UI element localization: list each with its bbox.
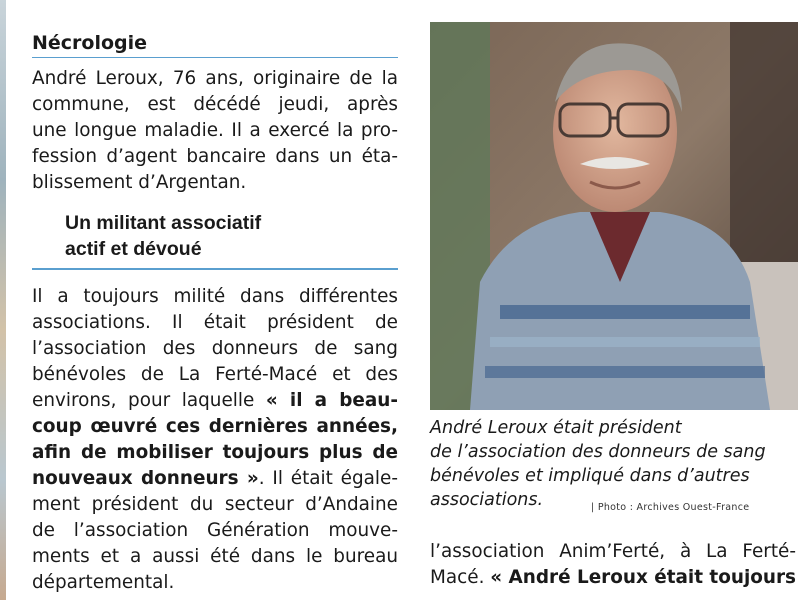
caption-line: associations. <box>430 490 544 510</box>
body-text: . Il était égale- <box>258 467 398 489</box>
quote-text: nouveaux donneurs » <box>32 467 259 489</box>
body-line <box>32 362 398 388</box>
photo-credit: | Photo : Archives Ouest-France <box>591 502 750 513</box>
continuation-text-regular: Macé. <box>430 567 491 588</box>
body-paragraph <box>32 284 398 596</box>
body-line <box>32 310 398 336</box>
intro-line: fession d’agent bancaire dans un éta- <box>32 146 398 167</box>
body-line <box>32 284 398 310</box>
subheading <box>65 210 398 262</box>
photo-caption <box>430 416 798 512</box>
subheading-rule <box>32 268 398 270</box>
body-line <box>32 388 398 414</box>
quote-text: coup œuvré ces dernières années, <box>32 415 398 437</box>
continuation-line <box>430 565 796 591</box>
continuation-text <box>430 539 796 591</box>
body-text: associations. Il était président de <box>32 311 398 333</box>
article-column <box>32 30 398 596</box>
body-text: Il a toujours milité dans différentes <box>32 285 398 307</box>
body-line <box>32 466 398 492</box>
page-edge-strip <box>0 0 6 600</box>
body-text: environs, pour laquelle <box>32 389 266 411</box>
subheading-line: actif et dévoué <box>65 238 202 260</box>
body-text: ments et a aussi été dans le bureau <box>32 545 398 567</box>
body-text: ment président du secteur d’Andaine <box>32 493 398 515</box>
portrait-photo <box>430 22 798 410</box>
intro-line: commune, est décédé jeudi, après <box>32 94 398 115</box>
caption-line: bénévoles et impliqué dans d’autres <box>430 466 750 486</box>
body-text: l’association des donneurs de sang <box>32 337 398 359</box>
body-text: de l’association Génération mouve- <box>32 519 398 541</box>
section-kicker: Nécrologie <box>32 30 398 58</box>
quote-text: « il a beau- <box>265 389 398 411</box>
continuation-quote: « André Leroux était toujours <box>490 567 796 588</box>
continuation-line: l’association Anim’Ferté, à La Ferté- <box>430 541 796 562</box>
body-line <box>32 570 398 596</box>
body-line <box>32 336 398 362</box>
intro-line: blissement d’Argentan. <box>32 172 247 193</box>
body-line <box>32 492 398 518</box>
quote-text: afin de mobiliser toujours plus de <box>32 441 398 463</box>
body-text: départemental. <box>32 571 175 593</box>
intro-paragraph <box>32 66 398 196</box>
intro-line: André Leroux, 76 ans, originaire de la <box>32 68 398 89</box>
subheading-line: Un militant associatif <box>65 212 262 234</box>
caption-line: de l’association des donneurs de sang <box>430 442 766 462</box>
body-line <box>32 544 398 570</box>
body-line <box>32 414 398 440</box>
caption-line: André Leroux était président <box>430 418 682 438</box>
portrait-illustration <box>430 22 798 410</box>
body-line <box>32 440 398 466</box>
body-line <box>32 518 398 544</box>
body-text: bénévoles de La Ferté-Macé et des <box>32 363 398 385</box>
intro-line: une longue maladie. Il a exercé la pro- <box>32 120 398 141</box>
